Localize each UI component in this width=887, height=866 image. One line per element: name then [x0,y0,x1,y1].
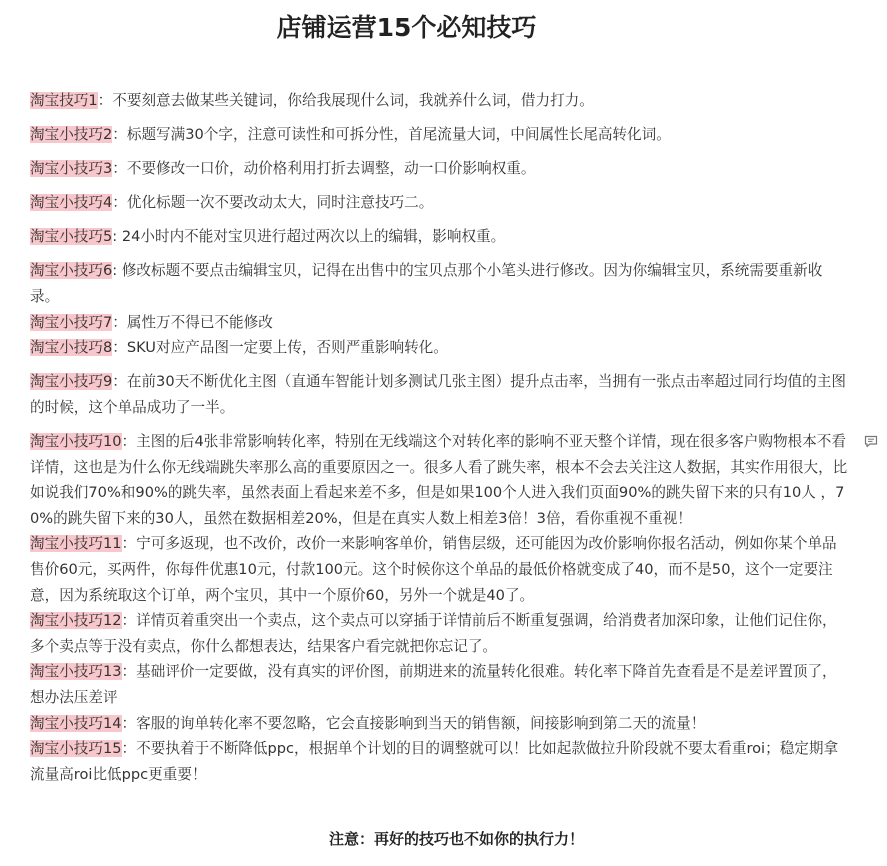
tip-label: 淘宝小技巧12 [30,612,122,630]
tip-label: 淘宝小技巧7 [30,313,113,331]
tip-label: 淘宝小技巧15 [30,740,122,758]
tip-text: ：详情页着重突出一个卖点，这个卖点可以穿插于详情前后不断重复强调，给消费者加深印象，让他们记住你，多个卖点等于没有卖点，你什么都想表达，结果客户看完就把你忘记了。 [30,612,837,655]
tip-label: 淘宝小技巧6 [30,262,113,280]
tip-14 [30,711,850,737]
tip-label: 淘宝技巧1 [30,92,98,109]
tip-label: 淘宝小技巧11 [30,535,122,553]
tip-13 [30,659,850,710]
tip-text: ：不要刻意去做某些关键词，你给我展现什么词，我就养什么词，借力打力。 [97,92,594,109]
tip-text: ：基础评价一定要做，没有真实的评价图，前期进来的流量转化很难。转化率下降首先查看是不是差评置顶了，想办法压差评 [30,663,837,706]
tip-15 [30,736,850,787]
tip-label: 淘宝小技巧9 [30,373,113,391]
tip-text: ：SKU对应产品图一定要上传，否则严重影响转化。 [112,339,448,357]
tip-1 [30,88,850,114]
page-title: 店铺运营15个必知技巧 [276,13,537,42]
tip-3 [30,156,850,182]
tip-label: 淘宝小技巧14 [30,714,122,732]
closing-note: 注意：再好的技巧也不如你的执行力！ [328,830,584,848]
tip-text: ：宁可多返现，也不改价，改价一来影响客单价，销售层级，还可能因为改价影响你报名活动，例如你某个单品售价60元，买两件，你每件优惠10元，付款100元。这个时候你这个单品的最低价格就变成了40，而不是50，这个一定要注意，因为系统取这个订单，两个宝贝，其中一个原价60，另外一个就是40了。 [30,535,837,604]
tip-8 [30,335,850,361]
tip-text: ：客服的询单转化率不要忽略，它会直接影响到当天的销售额，间接影响到第二天的流量！ [121,714,706,732]
tip-label: 淘宝小技巧8 [30,339,113,357]
tip-text: ：属性万不得已不能修改 [112,313,273,331]
tip-label: 淘宝小技巧3 [30,160,113,178]
tip-text: ：标题写满30个字，注意可读性和可拆分性，首尾流量大词，中间属性长尾高转化词。 [112,126,671,144]
tip-12 [30,608,850,659]
tip-text: ：主图的后4张非常影响转化率，特别在无线端这个对转化率的影响不亚天整个详情，现在很多客户购物根本不看详情，这也是为什么你无线端跳失率那么高的重要原因之一。很多人看了跳失率，根本不会去关注这人数据，其实作用很大，比如说我们70%和90%的跳失率，虽然表面上看起来差不多，但是如果100个人进入我们页面90%的跳失留下来的只有10人 ，70%的跳失留下来的30人，虽然在数据相差20%，但是在真实人数上相差3倍！3倍，看你重视不重视！ [30,433,848,527]
tip-text: ：在前30天不断优化主图（直通车智能计划多测试几张主图）提升点击率，当拥有一张点击率超过同行均值的主图的时候，这个单品成功了一半。 [30,373,846,416]
tip-6 [30,258,850,309]
tip-text: ：不要修改一口价，动价格利用打折去调整，动一口价影响权重。 [112,160,536,178]
tip-text: : 修改标题不要点击编辑宝贝，记得在出售中的宝贝点那个小笔头进行修改。因为你编辑宝贝，系统需要重新收录。 [30,262,823,306]
tips-list [30,88,850,787]
tip-label: 淘宝小技巧4 [30,194,113,212]
tip-label: 淘宝小技巧10 [30,433,122,451]
tip-7 [30,310,850,336]
tip-5 [30,224,850,250]
tip-label: 淘宝小技巧2 [30,126,113,144]
tip-2 [30,122,850,148]
tip-text: ：优化标题一次不要改动太大，同时注意技巧二。 [112,194,434,212]
tip-label: 淘宝小技巧13 [30,663,122,681]
tip-11 [30,531,850,608]
tip-text: : 24小时内不能对宝贝进行超过两次以上的编辑，影响权重。 [112,228,506,246]
comment-icon[interactable] [864,433,878,446]
tip-4 [30,190,850,216]
tip-text: ：不要执着于不断降低ppc，根据单个计划的目的调整就可以！比如起款做拉升阶段就不要太看重roi；稳定期拿流量高roi比低ppc更重要！ [30,740,839,783]
tip-9 [30,369,850,420]
tip-label: 淘宝小技巧5 [30,228,113,246]
tip-10 [30,429,850,531]
